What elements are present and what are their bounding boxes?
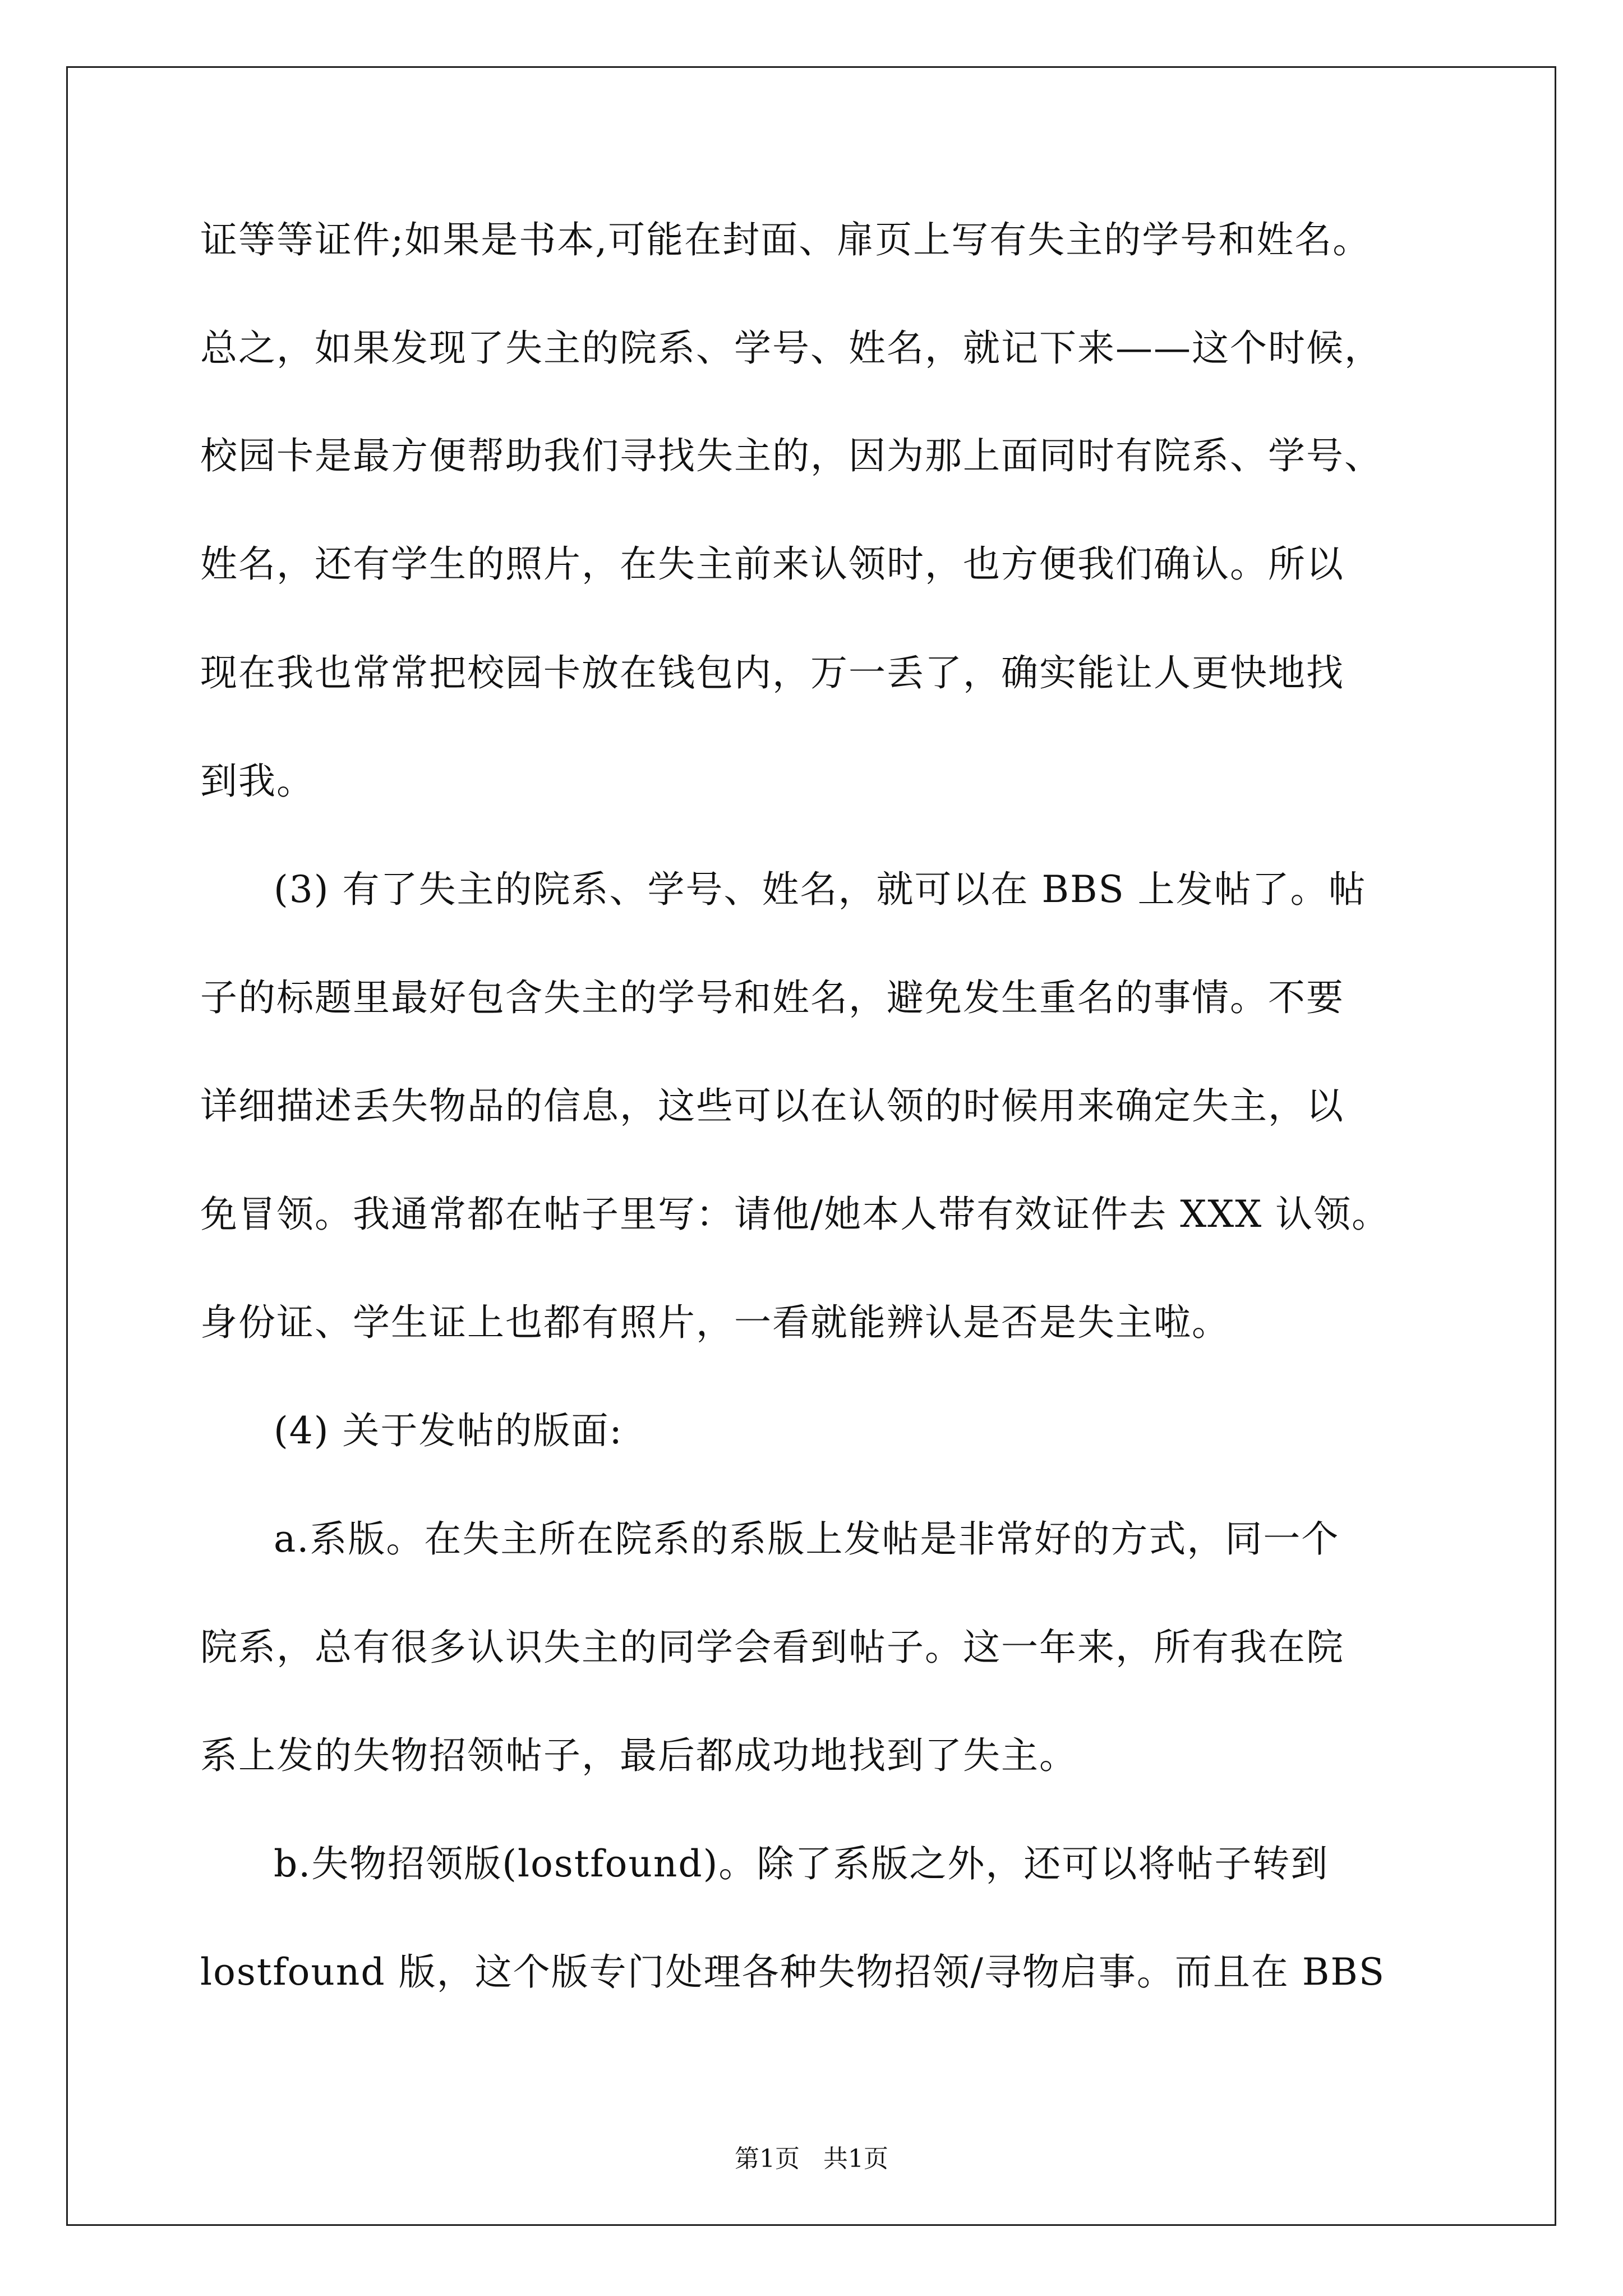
- text-line: 现在我也常常把校园卡放在钱包内，万一丢了，确实能让人更快地找: [200, 651, 1344, 694]
- text-line: 免冒领。我通常都在帖子里写：请他/她本人带有效证件去 XXX 认领。: [200, 1193, 1390, 1236]
- page-number-footer: 第1页 共1页: [735, 2145, 888, 2173]
- text-line: 总之，如果发现了失主的院系、学号、姓名，就记下来——这个时候，: [200, 326, 1382, 370]
- text-line: 姓名，还有学生的照片，在失主前来认领时，也方便我们确认。所以: [200, 542, 1344, 586]
- paragraph-start-4: (4) 关于发帖的版面:: [274, 1409, 623, 1452]
- text-line: 系上发的失物招领帖子，最后都成功地找到了失主。: [200, 1734, 1077, 1777]
- page-border: [66, 66, 1556, 2226]
- text-line: 子的标题里最好包含失主的学号和姓名，避免发生重名的事情。不要: [200, 976, 1344, 1019]
- paragraph-start-a: a.系版。在失主所在院系的系版上发帖是非常好的方式，同一个: [274, 1517, 1340, 1561]
- text-line: 校园卡是最方便帮助我们寻找失主的，因为那上面同时有院系、学号、: [200, 434, 1382, 477]
- text-line: 身份证、学生证上也都有照片，一看就能辨认是否是失主啦。: [200, 1301, 1230, 1344]
- text-line: 院系，总有很多认识失主的同学会看到帖子。这一年来，所有我在院: [200, 1626, 1344, 1669]
- paragraph-start-b: b.失物招领版(lostfound)。除了系版之外，还可以将帖子转到: [274, 1842, 1329, 1885]
- text-line: 到我。: [200, 760, 315, 803]
- paragraph-start-3: (3) 有了失主的院系、学号、姓名，就可以在 BBS 上发帖了。帖: [274, 868, 1367, 911]
- text-line: 详细描述丢失物品的信息，这些可以在认领的时候用来确定失主，以: [200, 1084, 1344, 1128]
- text-line: 证等等证件;如果是书本,可能在封面、扉页上写有失主的学号和姓名。: [200, 218, 1371, 261]
- text-line: lostfound 版，这个版专门处理各种失物招领/寻物启事。而且在 BBS: [200, 1950, 1386, 1994]
